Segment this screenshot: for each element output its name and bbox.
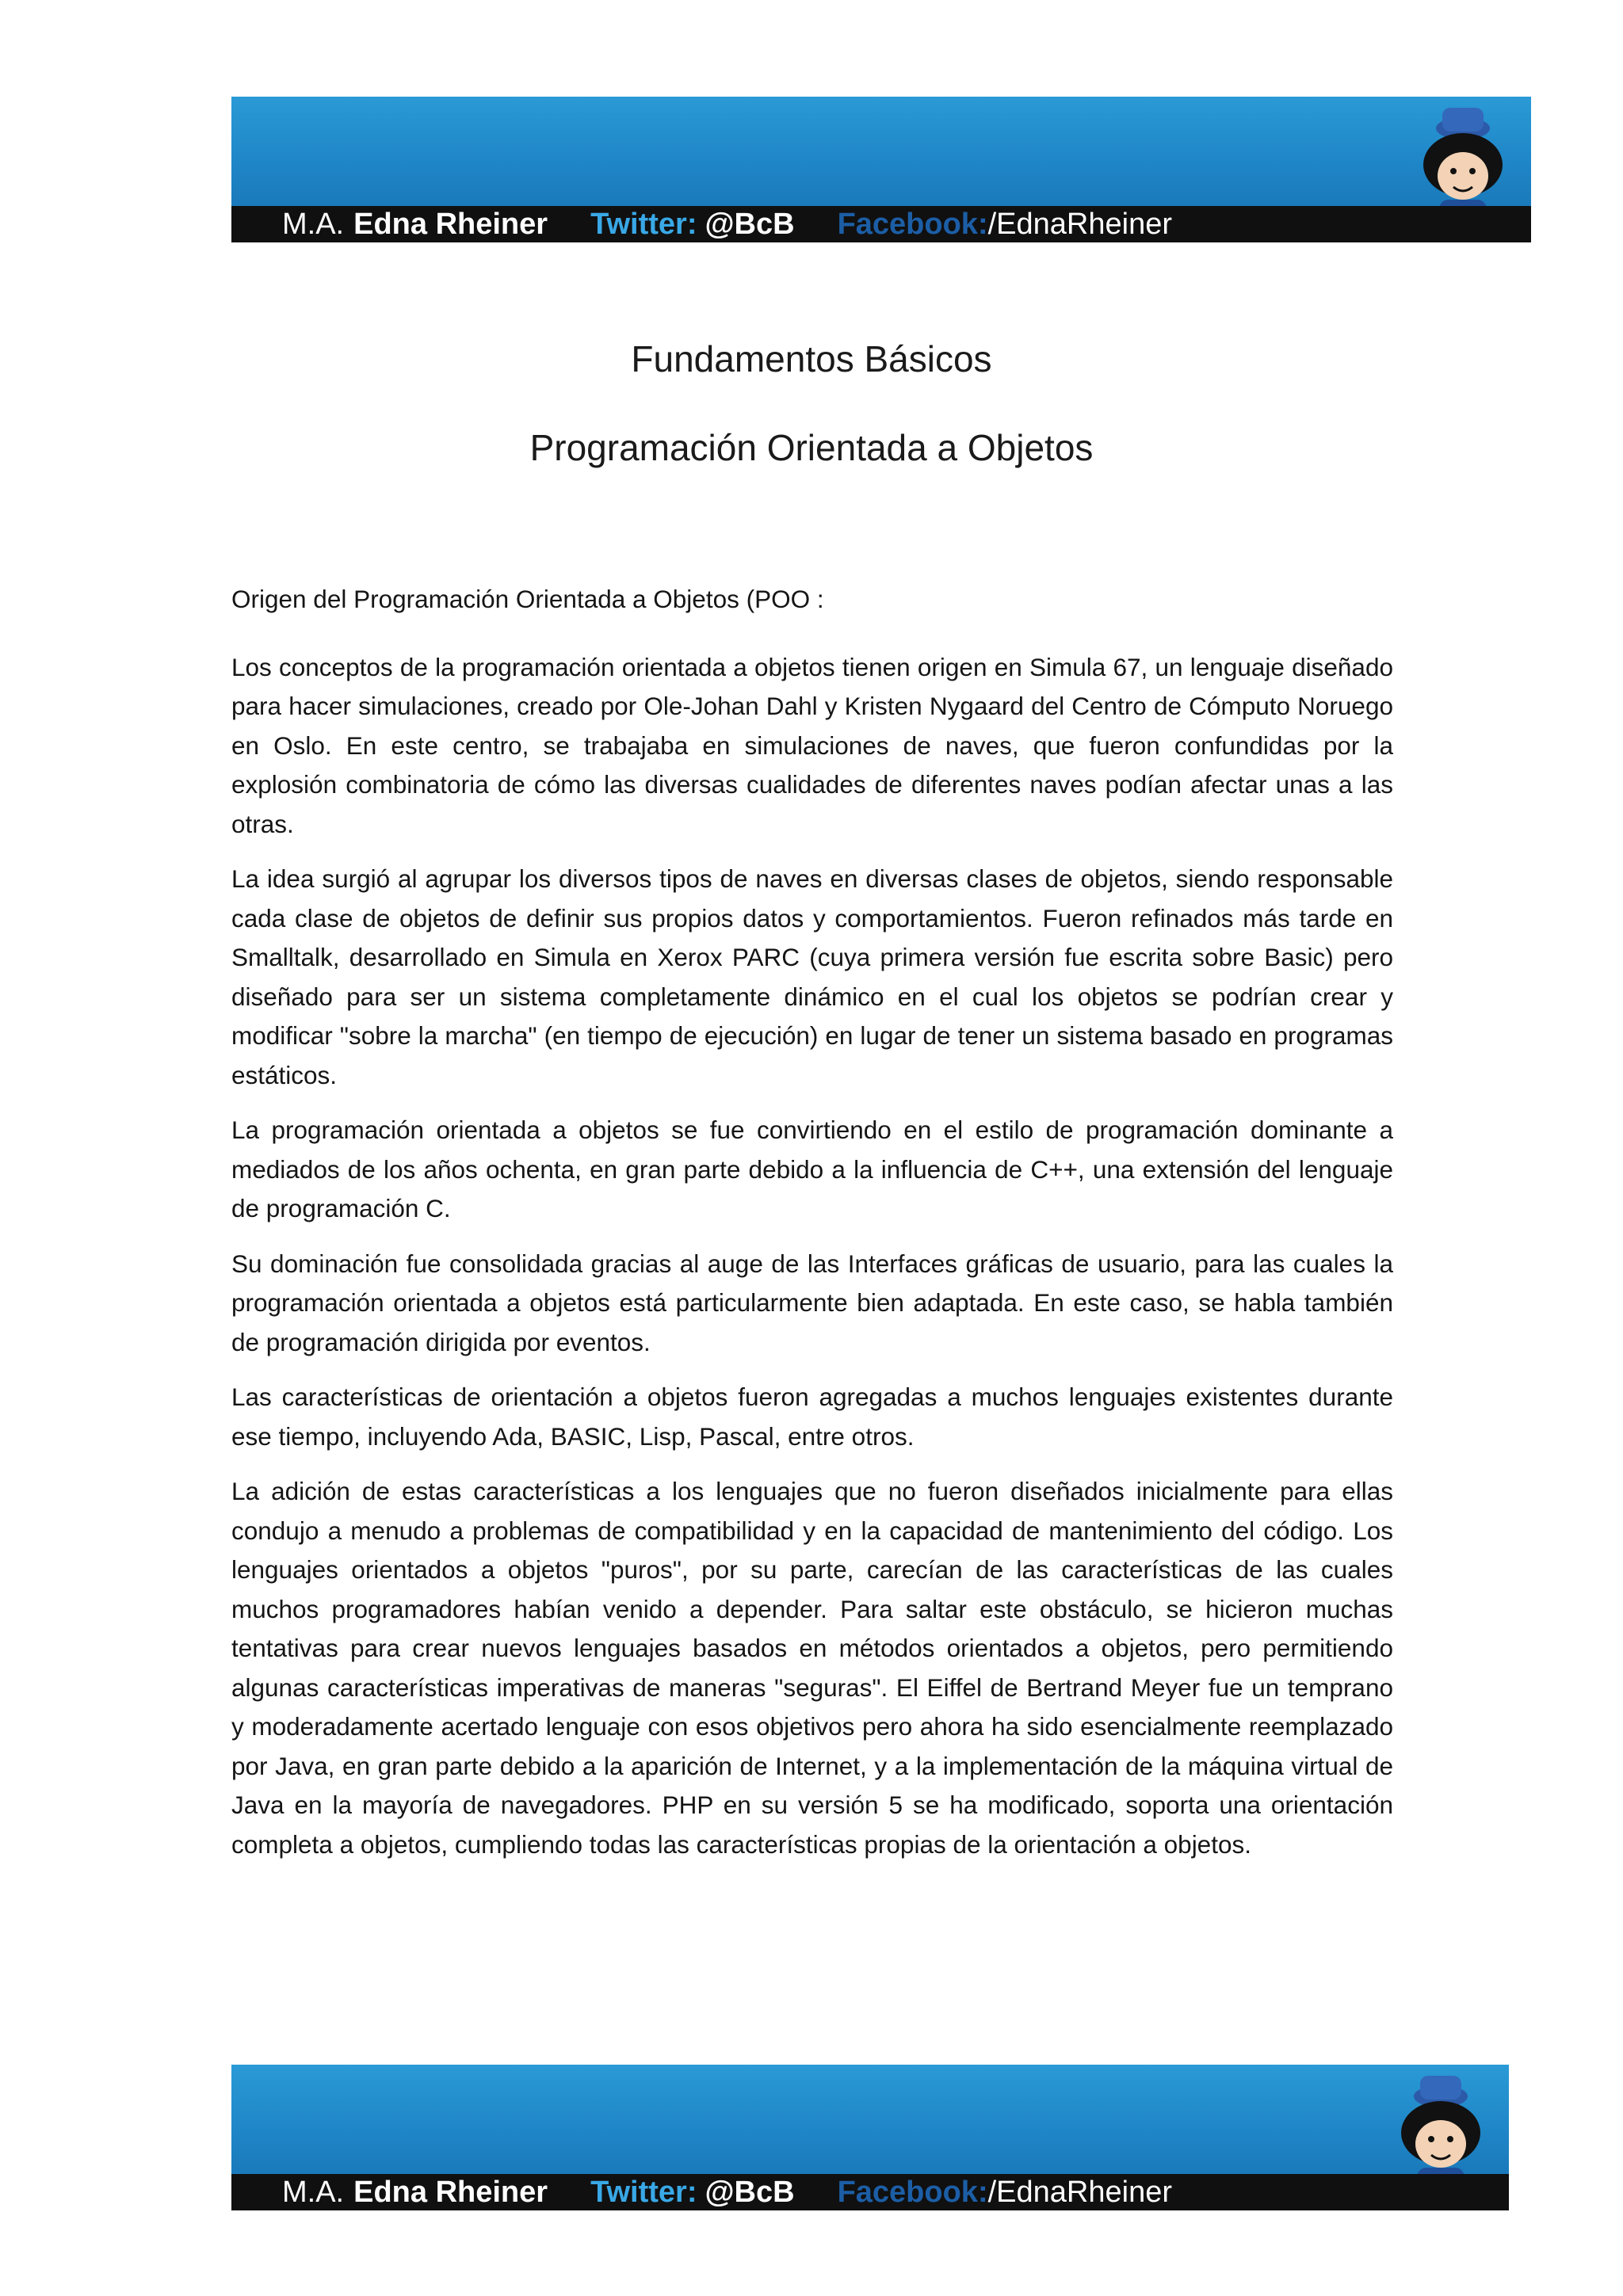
facebook-handle: /EdnaRheiner: [987, 2175, 1172, 2209]
section-heading: Origen del Programación Orientada a Objetos (POO :: [231, 585, 824, 613]
paragraph: Los conceptos de la programación orientada a objetos tienen origen en Simula 67, un lenguaje diseñado para hacer simulaciones, creado por Ole-Johan Dahl y Kristen Nygaard del Centro de Cómputo Noruego en Oslo. En este centro, se trabajaba en simulaciones de naves, que fueron confundidas por la explosión combinatoria de cómo las diversas cualidades de diferentes naves podían afectar unas a las otras.: [231, 652, 1393, 838]
footer-banner-strip: [231, 2174, 1509, 2210]
author-prefix: M.A.: [282, 207, 345, 241]
document-title: Fundamentos Básicos: [631, 338, 992, 379]
facebook-label: Facebook:: [837, 2175, 988, 2209]
document-subtitle: Programación Orientada a Objetos: [529, 427, 1094, 468]
footer-banner: [231, 2065, 1509, 2210]
document-body: [231, 580, 1393, 1880]
header-banner-strip: [231, 206, 1531, 242]
twitter-handle: @BcB: [705, 207, 795, 241]
paragraph: La adición de estas características a los lenguajes que no fueron diseñados inicialmente para ellas condujo a menudo a problemas de compatibilidad y en la capacidad de mantenimiento del código. Los lenguajes orientados a objetos "puros", por su parte, carecían de las características de las cuales muchos programadores habían venido a depender. Para saltar este obstáculo, se hicieron muchas tentativas para crear nuevos lenguajes basados en métodos orientados a objetos, pero permitiendo algunas características imperativas de maneras "seguras". El Eiffel de Bertrand Meyer fue un temprano y moderadamente acertado lenguaje con esos objetivos pero ahora ha sido esencialmente reemplazado por Java, en gran parte debido a la aparición de Internet, y a la implementación de la máquina virtual de Java en la mayoría de navegadores. PHP en su versión 5 se ha modificado, soporta una orientación completa a objetos, cumpliendo todas las características propias de la orientación a objetos.: [231, 1477, 1393, 1859]
facebook-handle: /EdnaRheiner: [987, 207, 1172, 241]
twitter-label: Twitter:: [590, 2175, 697, 2209]
header-banner: [231, 97, 1531, 242]
paragraph: Su dominación fue consolidada gracias al auge de las Interfaces gráficas de usuario, para las cuales la programación orientada a objetos está particularmente bien adaptada. En este caso, se habla también de programación dirigida por eventos.: [231, 1249, 1393, 1356]
author-prefix: M.A.: [282, 2175, 345, 2209]
facebook-label: Facebook:: [837, 207, 988, 241]
author-name: Edna Rheiner: [353, 207, 548, 241]
twitter-handle: @BcB: [705, 2175, 795, 2209]
twitter-label: Twitter:: [590, 207, 697, 241]
author-name: Edna Rheiner: [353, 2175, 548, 2209]
paragraph: Las características de orientación a objetos fueron agregadas a muchos lenguajes existentes durante ese tiempo, incluyendo Ada, BASIC, Lisp, Pascal, entre otros.: [231, 1383, 1393, 1451]
paragraph: La idea surgió al agrupar los diversos tipos de naves en diversas clases de objetos, siendo responsable cada clase de objetos de definir sus propios datos y comportamientos. Fueron refinados más tarde en Smalltalk, desarrollado en Simula en Xerox PARC (cuya primera versión fue escrita sobre Basic) pero diseñado para ser un sistema completamente dinámico en el cual los objetos se podrían crear y modificar "sobre la marcha" (en tiempo de ejecución) en lugar de tener un sistema basado en programas estáticos.: [231, 864, 1393, 1089]
paragraph: La programación orientada a objetos se fue convirtiendo en el estilo de programación dominante a mediados de los años ochenta, en gran parte debido a la influencia de C++, una extensión del lenguaje de programación C.: [231, 1116, 1393, 1222]
